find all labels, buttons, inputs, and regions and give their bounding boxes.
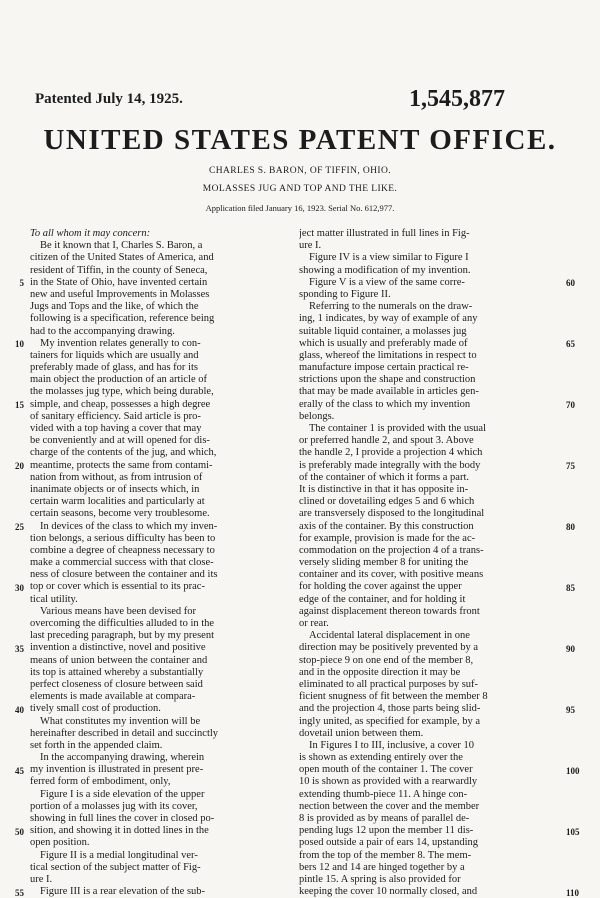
line-number: 95	[566, 704, 575, 715]
line-number: 70	[566, 399, 575, 410]
text-line: open mouth of the container 1. The cover	[299, 764, 473, 776]
text-line: 10 is shown as provided with a rearwardly	[299, 776, 478, 788]
text-line: ing, 1 indicates, by way of example of any	[299, 313, 478, 325]
text-line: Figure IV is a view similar to Figure I	[309, 252, 469, 264]
text-line: tion belongs, a serious difficulty has been to	[30, 532, 216, 544]
text-line: new and useful Improvements in Molasses	[30, 288, 210, 300]
text-line: hereinafter described in detail and succinctly	[30, 727, 219, 739]
text-line: Figure II is a medial longitudinal ver-	[40, 849, 198, 861]
text-line: inanimate objects or of insects which, in	[30, 483, 200, 495]
text-line: Figure III is a rear elevation of the sub-	[40, 886, 206, 898]
text-line: tical utility.	[30, 593, 78, 605]
text-line: nection between the cover and the member	[299, 800, 480, 812]
text-line: 8 is provided as by means of parallel de-	[299, 813, 470, 824]
left-text-column	[30, 228, 280, 898]
text-line: dovetail union between them.	[299, 727, 424, 739]
line-number: 40	[15, 704, 24, 715]
text-line: commodation on the projection 4 of a trans-	[299, 544, 484, 556]
text-line: and in the opposite direction it may be	[299, 666, 461, 678]
text-line: keeping the cover 10 normally closed, and	[299, 886, 478, 898]
text-line: in the State of Ohio, have invented certain	[30, 276, 208, 288]
text-line: preferably made of glass, and has for its	[30, 362, 198, 374]
text-line: bers 12 and 14 are hinged together by a	[299, 861, 465, 873]
text-line: main object the production of an article of	[30, 374, 207, 386]
line-number: 85	[566, 582, 575, 593]
text-line: What constitutes my invention will be	[40, 715, 201, 727]
text-line: Accidental lateral displacement in one	[309, 630, 470, 642]
text-line: edge of the container, and for holding it	[299, 593, 466, 605]
text-line: clined or dovetailing edges 5 and 6 which	[299, 496, 475, 508]
text-line: tainers for liquids which are usually and	[30, 349, 199, 361]
text-line: showing in full lines the cover in closed po-	[30, 813, 215, 824]
text-line: against displacement thereon towards front	[299, 605, 480, 617]
text-line: resident of Tiffin, in the county of Seneca,	[30, 264, 208, 276]
text-line: had to the accompanying drawing.	[30, 325, 175, 337]
line-number: 80	[566, 521, 575, 532]
text-line: direction may be positively prevented by a	[299, 642, 479, 654]
text-line: combine a degree of cheapness necessary to	[30, 544, 215, 556]
text-line: pintle 15. A spring is also provided for	[299, 873, 461, 885]
text-line: container and its cover, with positive means	[299, 569, 484, 581]
office-title: UNITED STATES PATENT OFFICE.	[43, 124, 557, 156]
text-line: Figure V is a view of the same corre-	[309, 276, 465, 288]
inventor-line: CHARLES S. BARON, OF TIFFIN, OHIO.	[208, 166, 392, 176]
line-number: 5	[19, 277, 24, 288]
patented-date: Patented July 14, 1925.	[35, 91, 183, 107]
text-line: for example, provision is made for the ac-	[299, 532, 476, 544]
line-number: 110	[566, 887, 580, 898]
text-line: My invention relates generally to con-	[40, 337, 201, 349]
text-line: nation from without, as from intrusion of	[30, 471, 203, 483]
text-line: erally of the class to which my invention	[299, 398, 471, 410]
text-line: sition, and showing it in dotted lines in the	[30, 825, 209, 837]
text-line: is preferably made integrally with the body	[299, 459, 481, 471]
text-line: versely sliding member 8 for uniting the	[299, 557, 469, 569]
text-line: ingly united, as specified for example, by a	[299, 715, 481, 727]
text-line: The container 1 is provided with the usual	[309, 423, 486, 434]
line-number: 55	[15, 887, 24, 898]
text-line: are transversely disposed to the longitudinal	[299, 508, 485, 520]
text-line: last preceding paragraph, but by my present	[30, 630, 214, 642]
text-line: vided with a top having a cover that may	[30, 423, 202, 434]
text-line: elements is made available at compara-	[30, 691, 196, 703]
text-line: ferred form of embodiment, only,	[30, 776, 171, 788]
text-line: manufacture impose certain practical re-	[299, 362, 469, 374]
text-line: Referring to the numerals on the draw-	[309, 301, 473, 313]
text-line: axis of the container. By this construction	[299, 520, 474, 532]
subject-line: MOLASSES JUG AND TOP AND THE LIKE.	[202, 184, 398, 194]
text-line: my invention is illustrated in present pre-	[30, 764, 204, 776]
text-line: posed outside a pair of ears 14, upstanding	[299, 837, 479, 849]
line-number: 35	[15, 643, 24, 654]
text-line: following is a specification, reference being	[30, 313, 215, 325]
text-line: stop-piece 9 on one end of the member 8,	[299, 654, 474, 666]
line-number: 45	[15, 765, 24, 776]
line-number: 20	[15, 460, 24, 471]
line-number: 15	[15, 399, 24, 410]
text-line: Be it known that I, Charles S. Baron, a	[40, 240, 203, 252]
text-line: ure I.	[30, 873, 53, 885]
text-line: open position.	[30, 837, 90, 849]
text-line: meantime, protects the same from contami-	[30, 459, 213, 471]
text-line: Jugs and Tops and the like, of which the	[30, 301, 199, 313]
text-line: pending lugs 12 upon the member 11 dis-	[299, 825, 474, 837]
text-line: tical section of the subject matter of Fig-	[30, 861, 201, 873]
text-line: top or cover which is essential to its prac-	[30, 581, 205, 593]
text-line: simple, and cheap, possesses a high degree	[30, 398, 211, 410]
text-line: that may be made available in articles gen-	[299, 386, 479, 398]
line-number: 100	[566, 765, 580, 776]
text-line: its top is attained whereby a substantially	[30, 666, 204, 678]
text-line: glass, whereof the limitations in respect to	[299, 349, 477, 361]
text-line: Figure I is a side elevation of the upper	[40, 788, 205, 800]
text-line: suitable liquid container, a molasses jug	[299, 325, 467, 337]
line-number: 75	[566, 460, 575, 471]
application-filed-line: Application filed January 16, 1923. Serial No. 612,977.	[205, 203, 395, 213]
text-line: certain seasons, become very troublesome.	[30, 508, 210, 520]
text-line: the molasses jug type, which being durable,	[30, 386, 214, 398]
line-number: 50	[15, 826, 24, 837]
text-line: It is distinctive in that it has opposite in-	[299, 483, 469, 495]
text-line: ness of closure between the container and its	[30, 569, 218, 581]
text-line: from the top of the member 8. The mem-	[299, 849, 472, 861]
line-number: 90	[566, 643, 575, 654]
line-number: 60	[566, 277, 575, 288]
text-line: citizen of the United States of America, and	[30, 252, 214, 264]
text-line: perfect closeness of closure between said	[30, 678, 203, 690]
text-line: In Figures I to III, inclusive, a cover 10	[309, 739, 475, 751]
text-line: ure I.	[299, 240, 322, 252]
text-line: or preferred handle 2, and spout 3. Above	[299, 435, 474, 447]
line-number: 65	[566, 338, 575, 349]
patent-number: 1,545,877	[409, 86, 505, 112]
text-line: To all whom it may concern:	[30, 228, 151, 239]
text-line: In the accompanying drawing, wherein	[40, 752, 205, 764]
text-line: certain warm localities and particularly at	[30, 496, 205, 508]
text-line: ficient snugness of fit between the member 8	[299, 691, 488, 703]
text-line: charge of the contents of the jug, and which,	[30, 447, 217, 459]
text-line: ject matter illustrated in full lines in Fig-	[299, 228, 470, 239]
text-line: which is usually and preferably made of	[299, 337, 468, 349]
text-line: eliminated to all practical purposes by suf-	[299, 678, 479, 690]
text-line: strictions upon the shape and construction	[299, 374, 476, 386]
text-line: of the container of which it forms a part.	[299, 471, 469, 483]
line-number: 105	[566, 826, 580, 837]
text-line: the handle 2, I provide a projection 4 which	[299, 447, 483, 459]
text-line: extending thumb-piece 11. A hinge con-	[299, 788, 468, 800]
right-text-column	[299, 228, 549, 898]
text-line: or rear.	[299, 618, 329, 629]
text-line: be conveniently and at will opened for dis-	[30, 435, 210, 447]
text-line: overcoming the difficulties alluded to in the	[30, 618, 215, 629]
line-number: 10	[15, 338, 24, 349]
text-line: and the projection 4, those parts being slid-	[299, 703, 481, 715]
text-line: showing a modification of my invention.	[299, 264, 471, 276]
text-line: of sanitary efficiency. Said article is pro-	[30, 410, 201, 422]
line-number: 30	[15, 582, 24, 593]
text-line: Various means have been devised for	[40, 605, 196, 617]
text-line: make a commercial success with that close-	[30, 557, 214, 569]
line-number: 25	[15, 521, 24, 532]
text-line: set forth in the appended claim.	[30, 739, 163, 751]
text-line: In devices of the class to which my inven-	[40, 520, 218, 532]
text-line: is shown as extending entirely over the	[299, 752, 463, 764]
text-line: belongs.	[299, 410, 335, 422]
text-line: means of union between the container and	[30, 654, 208, 666]
text-line: invention a distinctive, novel and positive	[30, 642, 206, 654]
text-line: portion of a molasses jug with its cover,	[30, 800, 198, 812]
text-line: for holding the cover against the upper	[299, 581, 462, 593]
text-line: tively small cost of production.	[30, 703, 161, 715]
text-line: sponding to Figure II.	[299, 288, 391, 300]
